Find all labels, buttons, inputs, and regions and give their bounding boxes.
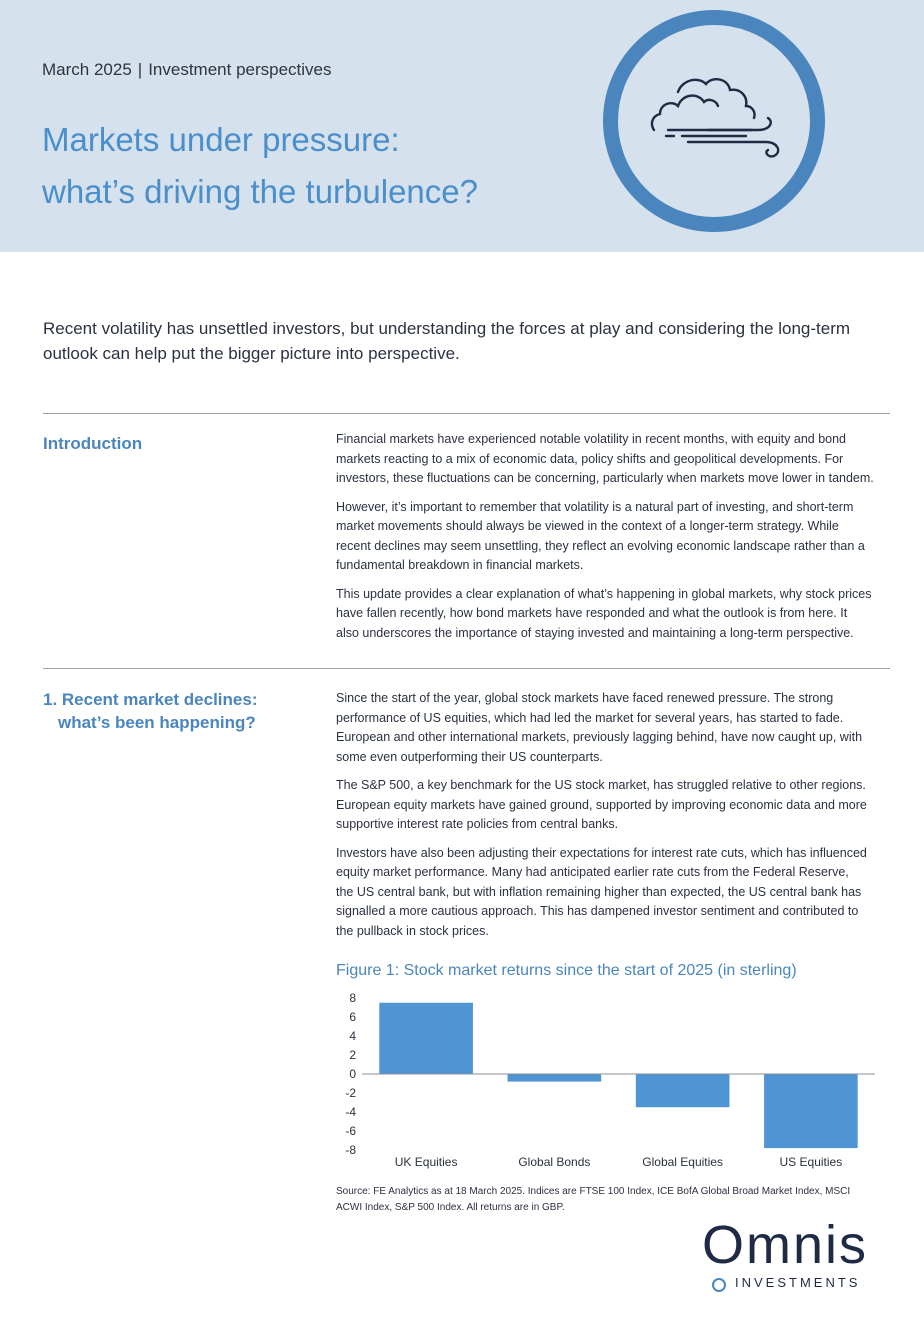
- text-line: However, it’s important to remember that volatility is a natural part of investing, and short-term: [336, 499, 854, 514]
- page-title-line-2: what’s driving the turbulence?: [42, 173, 478, 210]
- section1-paragraph-3: [336, 844, 896, 942]
- text-line: supportive interest rate policies from central banks.: [336, 817, 619, 831]
- lead-paragraph: [43, 316, 893, 366]
- x-tick-label: Global Bonds: [518, 1155, 591, 1169]
- text-line: signalled a more cautious approach. This has dampened investor sentiment and contributed to: [336, 904, 859, 918]
- y-tick-label: 6: [349, 1010, 356, 1024]
- text-line: This update provides a clear explanation of what’s happening in global markets, why stock prices: [336, 586, 872, 601]
- text-line: also underscores the importance of staying invested and maintaining a long-term perspective.: [336, 625, 854, 640]
- text-line: European equity markets have gained ground, supported by improving economic data and more: [336, 797, 867, 812]
- text-line: market movements should always be viewed in the context of a longer-term strategy. While: [336, 519, 839, 533]
- lead-line-1: Recent volatility has unsettled investors, but understanding the forces at play and considering the long-term: [43, 319, 851, 338]
- x-tick-label: Global Equities: [642, 1155, 723, 1169]
- figure-source: [336, 1184, 896, 1216]
- returns-bar-chart: [330, 988, 890, 1178]
- header-banner: [0, 0, 924, 252]
- section1-heading: [43, 688, 257, 734]
- introduction-body: [336, 430, 896, 652]
- introduction-paragraph-3: [336, 585, 896, 644]
- text-line: fundamental breakdown in financial markets.: [336, 558, 584, 572]
- y-tick-label: -8: [345, 1143, 356, 1157]
- text-line: the pullback in stock prices.: [336, 923, 489, 938]
- lead-line-2: outlook can help put the bigger picture into perspective.: [43, 344, 460, 363]
- y-tick-label: -6: [345, 1124, 356, 1138]
- text-line: Since the start of the year, global stock markets have faced renewed pressure. The strong: [336, 691, 834, 705]
- text-line: recent declines may seem unsettling, they reflect an evolving economic landscape rather than a: [336, 538, 865, 553]
- text-line: have fallen recently, how bond markets have responded and what the outlook is from here. It: [336, 606, 848, 620]
- section-divider-1: [43, 413, 890, 414]
- section1-paragraph-2: [336, 776, 896, 835]
- section1-paragraph-1: [336, 689, 896, 767]
- introduction-heading-text: Introduction: [43, 434, 143, 453]
- text-line: European and other international markets, previously lagging behind, have now caught up, with: [336, 730, 863, 744]
- text-line: the US central bank, but with inflation remaining higher than expected, the US central bank has: [336, 884, 862, 899]
- kicker-separator: |: [137, 60, 143, 79]
- bar: [636, 1074, 730, 1107]
- text-line: Investors have also been adjusting their expectations for interest rate cuts, which has influenced: [336, 845, 867, 860]
- logo-subtitle: INVESTMENTS: [735, 1275, 861, 1290]
- text-line: markets reacting to a mix of economic data, policy shifts and geopolitical developments. For: [336, 451, 844, 466]
- text-line: performance of US equities, which had led the market for several years, has started to fade.: [336, 710, 844, 725]
- omnis-logo: [700, 1215, 900, 1297]
- logo-wordmark: Omnis: [702, 1215, 869, 1275]
- section-divider-2: [43, 668, 890, 669]
- page-title-line-1: Markets under pressure:: [42, 121, 400, 158]
- section1-body: [336, 689, 896, 950]
- publication-date: March 2025: [42, 60, 132, 79]
- text-line: some even outperforming their US counterparts.: [336, 749, 603, 764]
- logo-dot-icon: [712, 1278, 726, 1292]
- y-tick-label: -2: [345, 1086, 356, 1100]
- y-tick-label: -4: [345, 1105, 356, 1119]
- bar: [508, 1074, 602, 1082]
- section1-heading-line-2: what’s been happening?: [58, 713, 256, 732]
- publication-kicker: [42, 60, 332, 80]
- wind-cloud-icon: [648, 72, 790, 168]
- page-title: [42, 114, 602, 218]
- introduction-paragraph-2: [336, 498, 896, 576]
- publication-section: Investment perspectives: [148, 60, 332, 79]
- y-tick-label: 2: [349, 1048, 356, 1062]
- text-line: Financial markets have experienced notable volatility in recent months, with equity and bond: [336, 432, 847, 446]
- introduction-heading: [43, 432, 142, 455]
- x-tick-label: UK Equities: [394, 1155, 458, 1169]
- y-tick-label: 0: [349, 1067, 356, 1081]
- y-tick-label: 8: [349, 991, 356, 1005]
- bar: [764, 1074, 858, 1148]
- section1-heading-line-1: 1. Recent market declines:: [43, 690, 258, 709]
- text-line: investors, these fluctuations can be concerning, particularly when markets move lower in tandem.: [336, 471, 874, 485]
- x-tick-label: US Equities: [779, 1155, 843, 1169]
- figure-title: Figure 1: Stock market returns since the start of 2025 (in sterling): [336, 962, 797, 979]
- text-line: equity market performance. Many had anticipated earlier rate cuts from the Federal Reserve,: [336, 865, 849, 879]
- bar: [379, 1003, 473, 1074]
- source-line-2: ACWI Index, S&P 500 Index. All returns are in GBP.: [336, 1202, 565, 1213]
- introduction-paragraph-1: [336, 430, 896, 489]
- y-tick-label: 4: [349, 1029, 356, 1043]
- text-line: The S&P 500, a key benchmark for the US stock market, has struggled relative to other regions.: [336, 778, 866, 792]
- source-line-1: Source: FE Analytics as at 18 March 2025. Indices are FTSE 100 Index, ICE BofA Global Broad Market Index, MSCI: [336, 1186, 851, 1197]
